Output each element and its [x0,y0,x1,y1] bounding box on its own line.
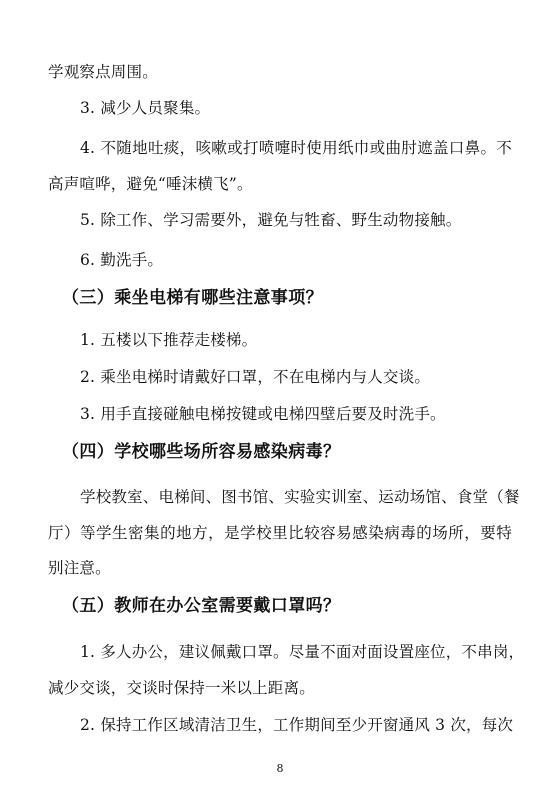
list-item-6: 6. 勤洗手。 [80,251,164,269]
office-item-1-line-1: 1. 多人办公，建议佩戴口罩。尽量不面对面设置座位，不串岗， [80,643,525,661]
section-heading-office-mask: （五）教师在办公室需要戴口罩吗？ [62,596,341,616]
list-item-5: 5. 除工作、学习需要外，避免与牲畜、野生动物接触。 [80,211,462,229]
list-item-4-line-2: 高声喧哗，避免“唾沫横飞”。 [48,175,253,193]
school-paragraph-line-1: 学校教室、电梯间、图书馆、实验实训室、运动场馆、食堂（餐 [80,488,520,506]
elevator-item-3: 3. 用手直接碰触电梯按键或电梯四壁后要及时洗手。 [80,405,446,423]
school-paragraph-line-2: 厅）等学生密集的地方，是学校里比较容易感染病毒的场所，要特 [48,524,512,542]
office-item-2-line-1: 2. 保持工作区域清洁卫生，工作期间至少开窗通风 3 次，每次 [80,716,514,734]
list-item-4-line-1: 4. 不随地吐痰，咳嗽或打喷嚏时使用纸巾或曲肘遮盖口鼻。不 [80,139,512,157]
elevator-item-2: 2. 乘坐电梯时请戴好口罩，不在电梯内与人交谈。 [80,368,431,386]
elevator-item-1: 1. 五楼以下推荐走楼梯。 [80,331,258,349]
section-heading-school-places: （四）学校哪些场所容易感染病毒？ [62,442,341,462]
paragraph-line: 学观察点周围。 [48,63,158,81]
school-paragraph-line-3: 别注意。 [48,559,111,577]
page-number: 8 [276,762,284,775]
office-item-1-line-2: 减少交谈，交谈时保持一米以上距离。 [48,679,315,697]
section-heading-elevator: （三）乘坐电梯有哪些注意事项？ [62,288,323,308]
list-item-3: 3. 减少人员聚集。 [80,99,211,117]
